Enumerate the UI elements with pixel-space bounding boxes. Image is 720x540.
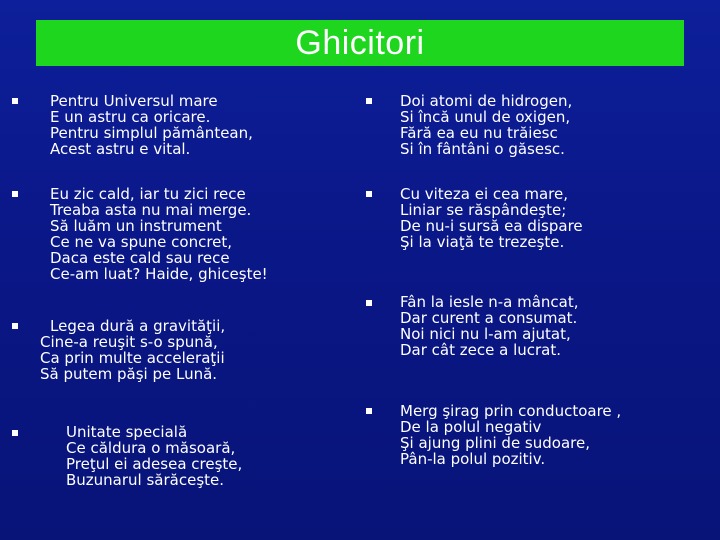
bullet-icon xyxy=(12,323,18,329)
bullet-icon xyxy=(12,191,18,197)
verse-line: Şi la viaţă te trezeşte. xyxy=(400,233,565,251)
verse-line: Şi ajung plini de sudoare, xyxy=(400,434,590,452)
riddle-left-4 xyxy=(66,424,242,488)
verse-line: Unitate specială xyxy=(66,423,188,441)
verse-line: Să luăm un instrument xyxy=(50,217,222,235)
verse-line: Si în fântâni o găsesc. xyxy=(400,140,565,158)
verse-line: Fără ea eu nu trăiesc xyxy=(400,124,558,142)
verse-line: Ce ne va spune concret, xyxy=(50,233,233,251)
riddle-left-1 xyxy=(50,93,253,157)
riddle-right-2 xyxy=(400,186,583,250)
verse-line: Liniar se răspândeşte; xyxy=(400,201,567,219)
verse-line: Dar cât zece a lucrat. xyxy=(400,341,562,359)
verse-line: Acest astru e vital. xyxy=(50,140,191,158)
verse-line: E un astru ca oricare. xyxy=(50,108,211,126)
bullet-icon xyxy=(12,98,18,104)
verse-line: Ca prin multe acceleraţii xyxy=(40,349,225,367)
verse-line: De nu-i sursă ea dispare xyxy=(400,217,583,235)
verse-line: Cine-a reuşit s-o spună, xyxy=(40,333,218,351)
bullet-icon xyxy=(366,408,372,414)
riddle-left-2 xyxy=(50,186,268,282)
verse-line: Fân la iesle n-a mâncat, xyxy=(400,293,579,311)
verse-line: Pentru simplul pământean, xyxy=(50,124,253,142)
riddle-right-3 xyxy=(400,294,579,358)
bullet-icon xyxy=(366,191,372,197)
verse-line: Ce căldura o măsoară, xyxy=(66,439,236,457)
riddle-left-3 xyxy=(40,318,225,382)
verse-line: Să putem păşi pe Lună. xyxy=(40,365,218,383)
verse-line: De la polul negativ xyxy=(400,418,542,436)
slide-title: Ghicitori xyxy=(295,23,425,62)
riddle-right-1 xyxy=(400,93,572,157)
bullet-icon xyxy=(366,98,372,104)
verse-line: Preţul ei adesea creşte, xyxy=(66,455,243,473)
verse-line: Si încă unul de oxigen, xyxy=(400,108,571,126)
verse-line: Eu zic cald, iar tu zici rece xyxy=(50,185,246,203)
verse-line: Noi nici nu l-am ajutat, xyxy=(400,325,571,343)
bullet-icon xyxy=(12,430,18,436)
title-bar xyxy=(36,20,684,66)
verse-line: Cu viteza ei cea mare, xyxy=(400,185,568,203)
verse-line: Pân-la polul pozitiv. xyxy=(400,450,546,468)
riddle-right-4 xyxy=(400,403,621,467)
verse-line: Daca este cald sau rece xyxy=(50,249,230,267)
verse-line: Ce-am luat? Haide, ghiceşte! xyxy=(50,265,268,283)
verse-line: Doi atomi de hidrogen, xyxy=(400,92,573,110)
verse-line: Legea dură a gravităţii, xyxy=(50,317,226,335)
bullet-icon xyxy=(366,300,372,306)
verse-line: Dar curent a consumat. xyxy=(400,309,578,327)
verse-line: Buzunarul sărăceşte. xyxy=(66,471,225,489)
verse-line: Treaba asta nu mai merge. xyxy=(50,201,252,219)
verse-line: Pentru Universul mare xyxy=(50,92,218,110)
verse-line: Merg şirag prin conductoare , xyxy=(400,402,622,420)
